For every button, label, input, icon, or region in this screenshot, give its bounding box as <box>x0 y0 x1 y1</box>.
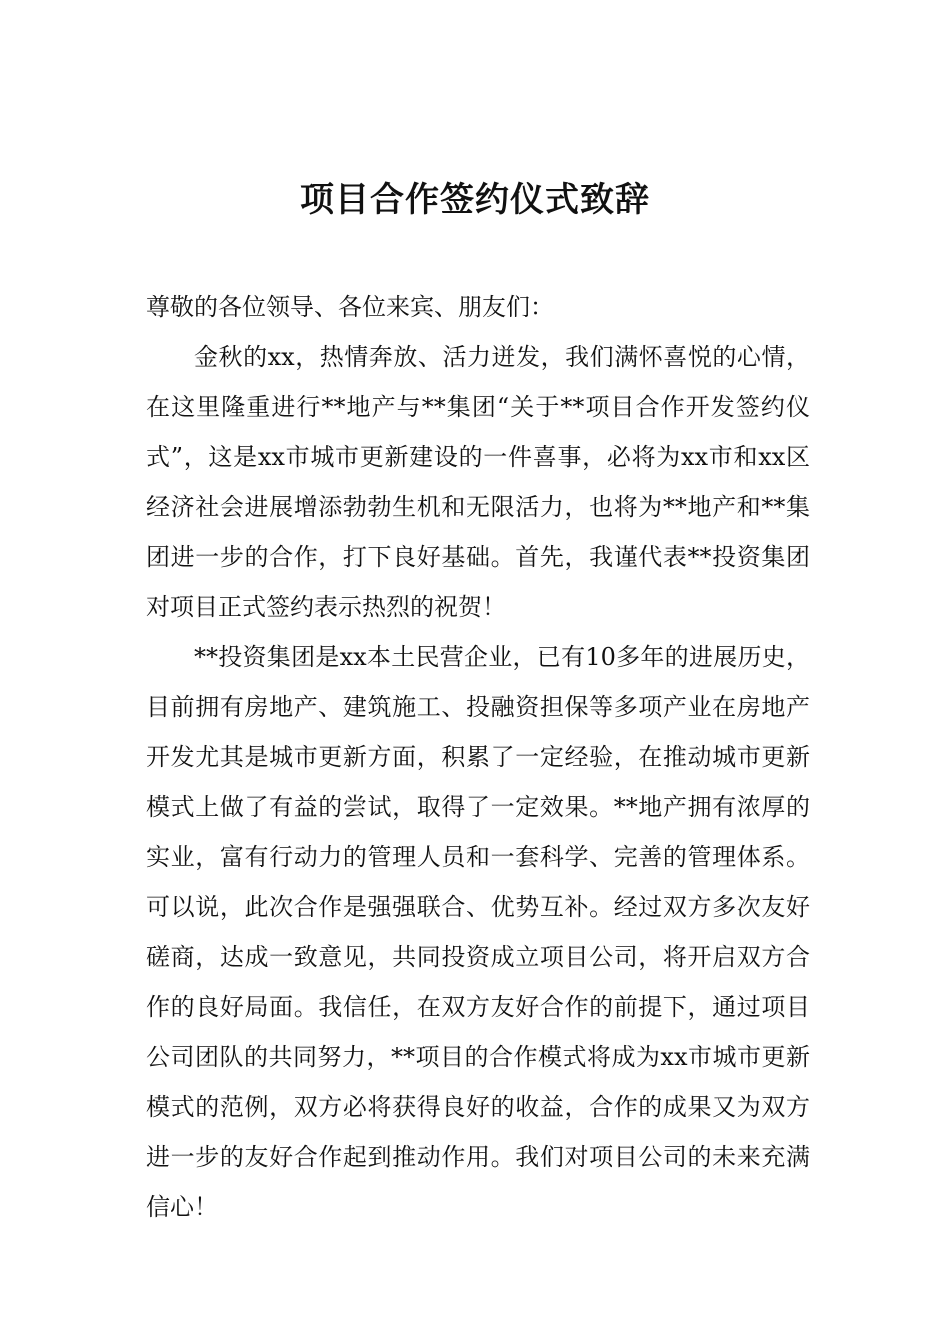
paragraph-2: **投资集团是xx本土民营企业，已有10多年的进展历史，目前拥有房地产、建筑施工、投融资担保等多项产业在房地产开发尤其是城市更新方面，积累了一定经验，在推动城市更新模式上做了有益的尝试，取得了一定效果。**地产拥有浓厚的实业，富有行动力的管理人员和一套科学、完善的管理体系。可以说，此次合作是强强联合、优势互补。经过双方多次友好磋商，达成一致意见，共同投资成立项目公司，将开启双方合作的良好局面。我信任，在双方友好合作的前提下，通过项目公司团队的共同努力，**项目的合作模式将成为xx市城市更新模式的范例，双方必将获得良好的收益，合作的成果又为双方进一步的友好合作起到推动作用。我们对项目公司的未来充满信心！ <box>146 643 810 1221</box>
salutation: 尊敬的各位领导、各位来宾、朋友们： <box>146 293 554 321</box>
paragraph-1: 金秋的xx，热情奔放、活力迸发，我们满怀喜悦的心情，在这里隆重进行**地产与**集团“关于**项目合作开发签约仪式”，这是xx市城市更新建设的一件喜事，必将为xx市和xx区经济社会进展增添勃勃生机和无限活力，也将为**地产和**集团进一步的合作，打下良好基础。首先，我谨代表**投资集团对项目正式签约表示热烈的祝贺！ <box>146 343 810 621</box>
document-body <box>146 282 810 1232</box>
document-title: 项目合作签约仪式致辞 <box>300 180 650 220</box>
